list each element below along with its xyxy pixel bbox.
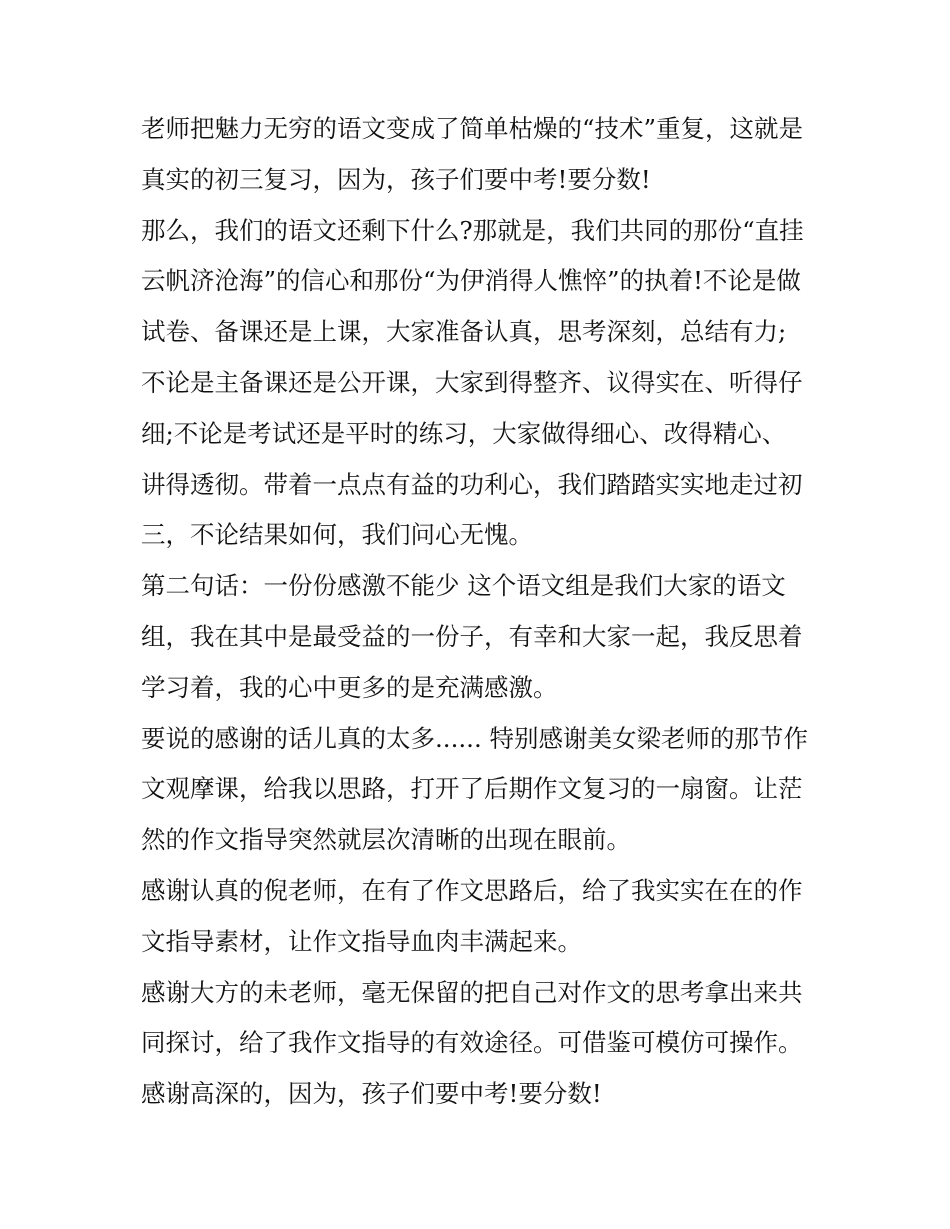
text-line: 感谢高深的，因为，孩子们要中考!要分数! bbox=[141, 1079, 602, 1109]
text-line: 组，我在其中是最受益的一份子，有幸和大家一起，我反思着 bbox=[141, 621, 803, 651]
body-text bbox=[141, 104, 821, 1120]
text-line: 讲得透彻。带着一点点有益的功利心，我们踏踏实实地走过初 bbox=[141, 469, 803, 499]
text-line: 三，不论结果如何，我们问心无愧。 bbox=[141, 520, 533, 550]
text-line: 要说的感谢的话儿真的太多...... 特别感谢美女梁老师的那节作 bbox=[141, 723, 809, 753]
text-line: 学习着，我的心中更多的是充满感激。 bbox=[141, 672, 558, 702]
text-line: 细;不论是考试还是平时的练习，大家做得细心、改得精心、 bbox=[141, 418, 787, 448]
text-line: 老师把魅力无穷的语文变成了简单枯燥的“技术”重复，这就是 bbox=[141, 114, 804, 143]
text-line: 感谢大方的未老师，毫无保留的把自己对作文的思考拿出来共 bbox=[141, 977, 803, 1007]
text-line: 然的作文指导突然就层次清晰的出现在眼前。 bbox=[141, 825, 631, 855]
text-line: 不论是主备课还是公开课，大家到得整齐、议得实在、听得仔 bbox=[141, 367, 803, 397]
text-line: 试卷、备课还是上课，大家准备认真，思考深刻，总结有力; bbox=[141, 317, 787, 347]
text-line: 文指导素材，让作文指导血肉丰满起来。 bbox=[141, 926, 582, 956]
text-line: 同探讨，给了我作文指导的有效途径。可借鉴可模仿可操作。 bbox=[141, 1028, 803, 1058]
text-line: 云帆济沧海”的信心和那份“为伊消得人憔悴”的执着!不论是做 bbox=[141, 266, 801, 296]
text-line: 第二句话：一份份感激不能少 这个语文组是我们大家的语文 bbox=[141, 571, 786, 601]
text-line: 真实的初三复习，因为，孩子们要中考!要分数! bbox=[141, 164, 651, 194]
text-line: 文观摩课，给我以思路，打开了后期作文复习的一扇窗。让茫 bbox=[141, 774, 803, 804]
text-line: 那么，我们的语文还剩下什么?那就是，我们共同的那份“直挂 bbox=[141, 215, 804, 245]
text-line: 感谢认真的倪老师，在有了作文思路后，给了我实实在在的作 bbox=[141, 875, 803, 905]
